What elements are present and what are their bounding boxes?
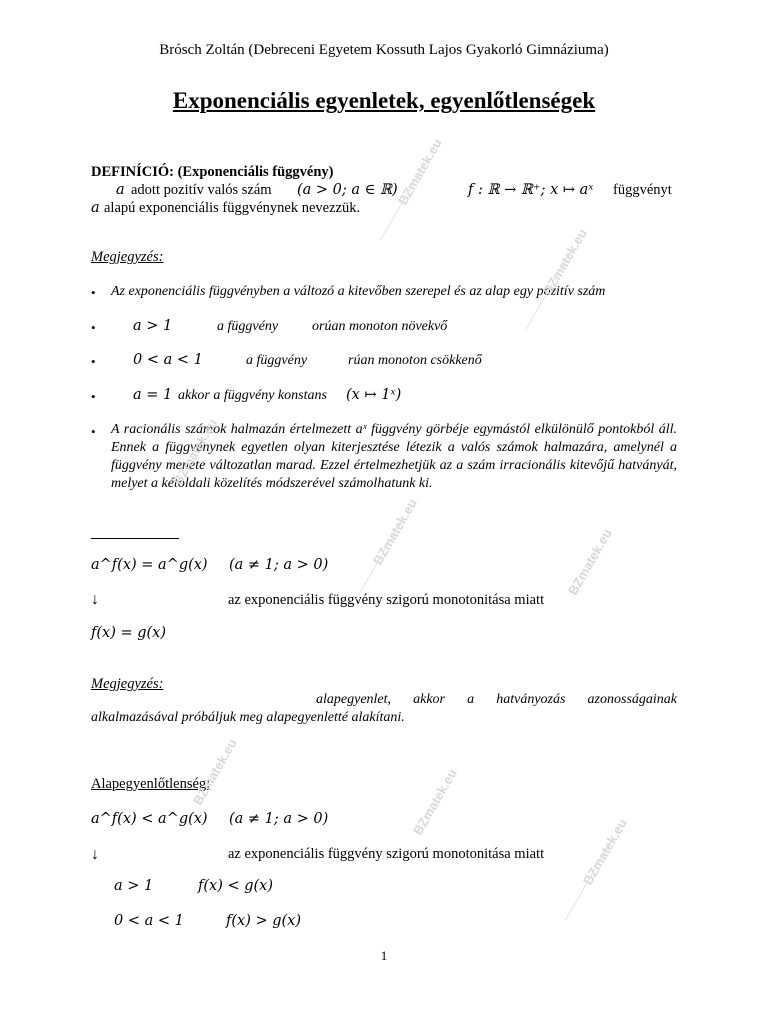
author-line: Brósch Zoltán (Debreceni Egyetem Kossuth Lajos Gyakorló Gimnáziuma) xyxy=(159,42,609,58)
definition-var-a-2: a xyxy=(91,200,100,216)
note1-bullet-2-desc: orúan monoton növekvő xyxy=(312,319,448,334)
inequality-lhs: a^f(x) < a^g(x) xyxy=(91,811,208,827)
case-1-result: f(x) < g(x) xyxy=(198,878,273,894)
note1-long-bullet: A racionális számok halmazán értelmezett aˣ függvény görbéje egymástól elkülönülő pontokból áll. Ennek a függvénynek egyetlen olyan kiterjesztése létezik a valós számok halmazára, amelynél a függvény menete változatlan marad. Ezzel értelmezhetjük az a szám irracionális kitevőjű hatványát, melyet a kétoldali közelítés módszerével számolhatunk ki. xyxy=(111,422,677,491)
note1-bullet-2-cond: a > 1 xyxy=(133,318,173,334)
note1-bullet-3-desc: rúan monoton csökkenő xyxy=(348,353,482,368)
watermark-line xyxy=(355,518,403,601)
note2-heading: Megjegyzés: xyxy=(91,676,164,692)
page-number: 1 xyxy=(380,948,388,963)
watermark: BZmatek.eu xyxy=(370,496,420,568)
definition-text-2: alapú exponenciális függvénynek nevezzük. xyxy=(104,200,361,216)
note1-bullet-3-text: a függvény xyxy=(246,353,308,368)
watermark-line xyxy=(380,158,428,241)
equation-condition: (a ≠ 1; a > 0) xyxy=(229,557,329,573)
note2-line-2: alkalmazásával próbáljuk meg alapegyenletté alakítani. xyxy=(91,710,405,725)
down-arrow-icon: ↓ xyxy=(91,591,99,608)
case-2-condition: 0 < a < 1 xyxy=(114,913,184,929)
watermark: BZmatek.eu xyxy=(580,816,630,888)
note1-bullet-3-cond: 0 < a < 1 xyxy=(133,352,203,368)
watermark: BZmatek.eu xyxy=(565,526,615,598)
watermark: BZmatek.eu xyxy=(395,136,445,208)
note1-bullet-4-text: akkor a függvény konstans xyxy=(178,388,327,403)
definition-text-end: függvényt xyxy=(613,182,672,198)
definition-text-1: adott pozitív valós szám xyxy=(131,182,272,198)
note1-heading: Megjegyzés: xyxy=(91,249,164,265)
definition-heading: DEFINÍCIÓ: (Exponenciális függvény) xyxy=(91,164,334,180)
watermark: BZmatek.eu xyxy=(170,416,220,488)
definition-condition: (a > 0; a ∈ ℝ) xyxy=(297,182,398,198)
inequality-heading: Alapegyenlőtlenség: xyxy=(91,776,211,792)
watermark: BZmatek.eu xyxy=(410,766,460,838)
definition-var-a: a xyxy=(116,182,125,198)
equation-reason: az exponenciális függvény szigorú monotonitása miatt xyxy=(228,592,545,608)
bullet-icon: • xyxy=(91,424,96,439)
watermark-line xyxy=(565,838,613,921)
note1-bullet-1: Az exponenciális függvényben a változó a kitevőben szerepel és az alap egy pozitív szám xyxy=(111,284,606,299)
equation-result: f(x) = g(x) xyxy=(91,625,166,641)
bullet-icon: • xyxy=(91,320,96,335)
section-divider xyxy=(91,538,179,539)
note1-bullet-4-func: (x ↦ 1ˣ) xyxy=(346,387,402,403)
note1-bullet-2-text: a függvény xyxy=(217,319,279,334)
bullet-icon: • xyxy=(91,285,96,300)
case-1-condition: a > 1 xyxy=(114,878,154,894)
definition-function: f : ℝ → ℝ⁺; x ↦ aˣ xyxy=(468,182,594,198)
bullet-icon: • xyxy=(91,354,96,369)
inequality-reason: az exponenciális függvény szigorú monotonitása miatt xyxy=(228,846,545,862)
note2-line-1: alapegyenlet, akkor a hatványozás azonosságainak xyxy=(316,692,677,707)
equation-lhs: a^f(x) = a^g(x) xyxy=(91,557,208,573)
page-title: Exponenciális egyenletek, egyenlőtlenségek xyxy=(172,88,596,113)
note1-bullet-4-cond: a = 1 xyxy=(133,387,173,403)
bullet-icon: • xyxy=(91,389,96,404)
down-arrow-icon: ↓ xyxy=(91,846,99,863)
watermark: BZmatek.eu xyxy=(190,736,240,808)
inequality-condition: (a ≠ 1; a > 0) xyxy=(229,811,329,827)
watermark: BZmatek.eu xyxy=(540,226,590,298)
case-2-result: f(x) > g(x) xyxy=(226,913,301,929)
